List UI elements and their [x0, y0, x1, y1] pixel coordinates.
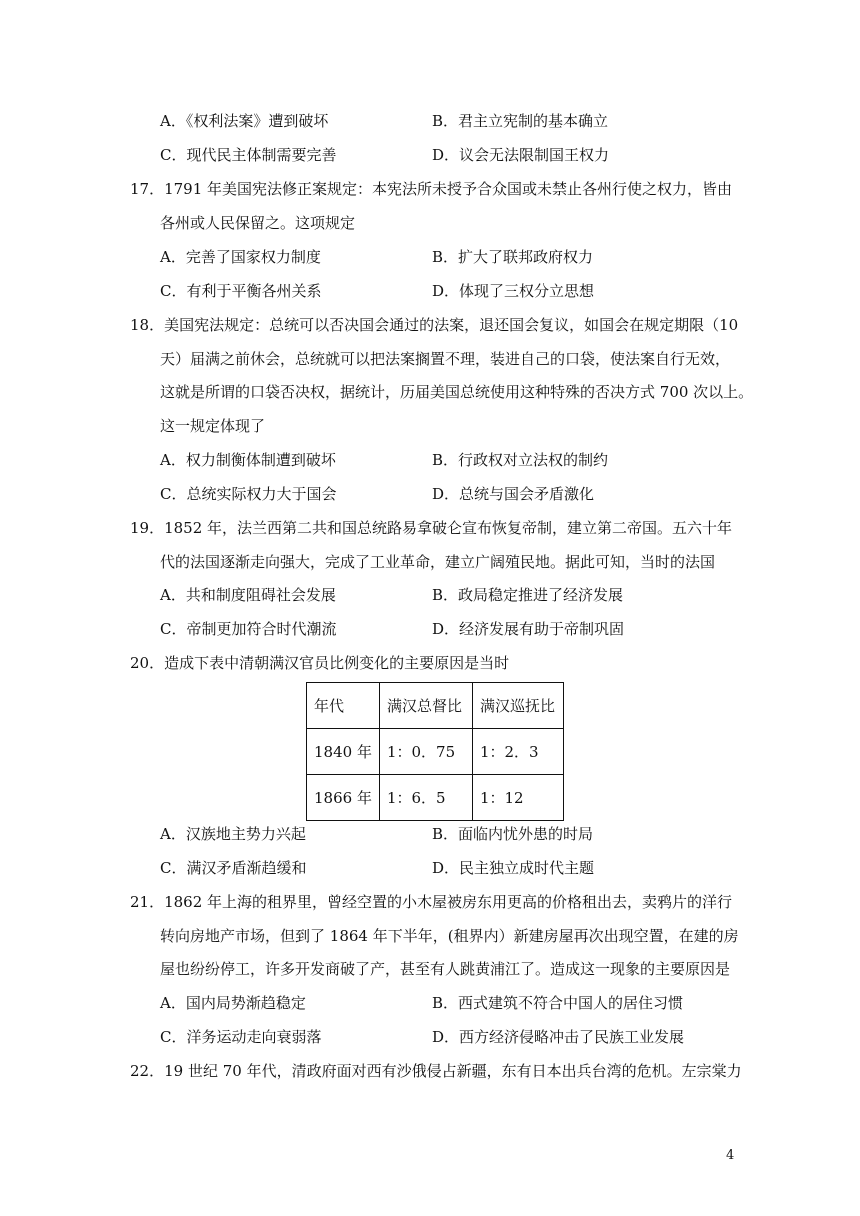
table-cell: 1：12 [472, 775, 563, 821]
q21-option-a: A．国内局势渐趋稳定 [160, 994, 306, 1012]
table-row [307, 775, 564, 821]
table-header-cell: 满汉巡抚比 [472, 683, 563, 729]
q21-option-c: C．洋务运动走向衰弱落 [160, 1028, 322, 1046]
q20-option-c: C．满汉矛盾渐趋缓和 [160, 859, 307, 877]
q18-option-c: C．总统实际权力大于国会 [160, 485, 337, 503]
q20-option-d: D．民主独立成时代主题 [432, 859, 595, 877]
q18-option-d: D．总统与国会矛盾激化 [432, 485, 595, 503]
table-cell: 1866 年 [307, 775, 380, 821]
q21-stem-line-3: 屋也纷纷停工，许多开发商破了产，甚至有人跳黄浦江了。造成这一现象的主要原因是 [160, 960, 731, 978]
table-cell: 1840 年 [307, 729, 380, 775]
q21-option-b: B．西式建筑不符合中国人的居住习惯 [432, 994, 684, 1012]
q22-stem-line-1: 22．19 世纪 70 年代，清政府面对西有沙俄侵占新疆，东有日本出兵台湾的危机。左宗棠力 [130, 1062, 742, 1080]
q17-stem-line-1: 17．1791 年美国宪法修正案规定：本宪法所未授予合众国或未禁止各州行使之权力，皆由 [130, 180, 733, 198]
q19-stem-line-2: 代的法国逐渐走向强大，完成了工业革命，建立广阔殖民地。据此可知，当时的法国 [160, 553, 716, 571]
q21-stem-line-2: 转向房地产市场，但到了 1864 年下半年，(租界内）新建房屋再次出现空置，在建的房 [160, 927, 739, 945]
q20-option-a: A．汉族地主势力兴起 [160, 825, 306, 843]
q19-option-b: B．政局稳定推进了经济发展 [432, 586, 624, 604]
q18-stem-line-4: 这一规定体现了 [160, 417, 266, 435]
q19-option-d: D．经济发展有助于帝制巩固 [432, 620, 625, 638]
table-cell: 1：2．3 [472, 729, 563, 775]
q18-option-b: B．行政权对立法权的制约 [432, 451, 609, 469]
q17-option-a: A．完善了国家权力制度 [160, 248, 321, 266]
q16-option-d: D．议会无法限制国王权力 [432, 146, 610, 164]
q20-stem-line-1: 20．造成下表中清朝满汉官员比例变化的主要原因是当时 [130, 654, 510, 672]
q19-option-a: A．共和制度阻碍社会发展 [160, 586, 336, 604]
page-number: 4 [726, 1148, 735, 1163]
q18-stem-line-3: 这就是所谓的口袋否决权，据统计，历届美国总统使用这种特殊的否决方式 700 次以上。 [160, 383, 754, 401]
q17-option-b: B．扩大了联邦政府权力 [432, 248, 594, 266]
table-header-cell: 满汉总督比 [379, 683, 472, 729]
q21-option-d: D．西方经济侵略冲击了民族工业发展 [432, 1028, 685, 1046]
q19-option-c: C．帝制更加符合时代潮流 [160, 620, 337, 638]
q16-option-a: A．《权利法案》遭到破坏 [160, 112, 329, 130]
q19-stem-line-1: 19．1852 年，法兰西第二共和国总统路易拿破仑宣布恢复帝制，建立第二帝国。五六十年 [130, 519, 733, 537]
q18-option-a: A．权力制衡体制遭到破坏 [160, 451, 336, 469]
q17-stem-line-2: 各州或人民保留之。这项规定 [160, 214, 356, 232]
table-cell: 1：6．5 [379, 775, 472, 821]
q18-stem-line-1: 18．美国宪法规定：总统可以否决国会通过的法案，退还国会复议，如国会在规定期限（10 [130, 316, 739, 334]
q21-stem-line-1: 21．1862 年上海的租界里，曾经空置的小木屋被房东用更高的价格租出去，卖鸦片的洋行 [130, 893, 733, 911]
q20-data-table [306, 682, 564, 821]
table-cell: 1：0．75 [379, 729, 472, 775]
table-header-row [307, 683, 564, 729]
q20-option-b: B．面临内忧外患的时局 [432, 825, 594, 843]
table-header-cell: 年代 [307, 683, 380, 729]
q16-option-b: B．君主立宪制的基本确立 [432, 112, 609, 130]
q18-stem-line-2: 天）届满之前休会，总统就可以把法案搁置不理，装进自己的口袋，使法案自行无效， [160, 350, 731, 368]
table-row [307, 729, 564, 775]
q17-option-c: C．有利于平衡各州关系 [160, 282, 322, 300]
q16-option-c: C．现代民主体制需要完善 [160, 146, 337, 164]
q17-option-d: D．体现了三权分立思想 [432, 282, 595, 300]
